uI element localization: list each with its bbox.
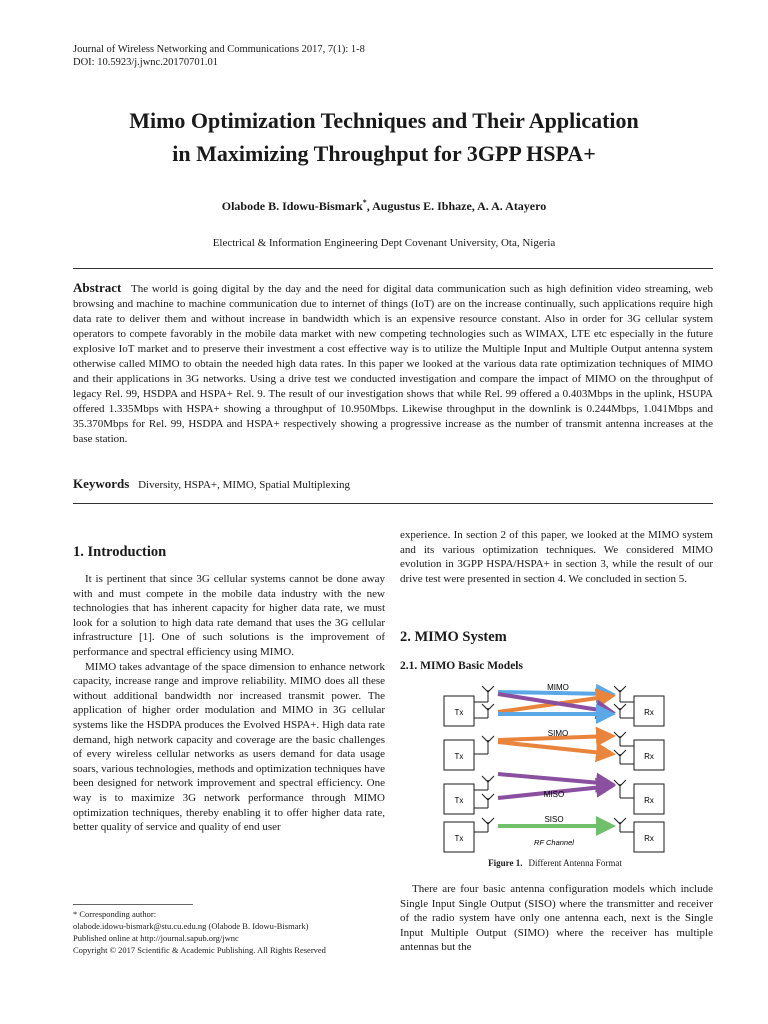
title-line-1: Mimo Optimization Techniques and Their Application xyxy=(129,108,639,133)
footnote-rule xyxy=(73,904,193,905)
miso-row xyxy=(444,774,664,814)
mimo-arrow-1 xyxy=(498,692,612,694)
affiliation: Electrical & Information Engineering Dept Covenant University, Ota, Nigeria xyxy=(212,237,556,249)
tx-antenna-2 xyxy=(474,704,494,718)
tx-antenna xyxy=(474,818,494,832)
rx-label: Rx xyxy=(644,708,654,717)
figure-caption xyxy=(400,858,710,868)
tx-antenna xyxy=(474,736,494,754)
siso-row xyxy=(444,815,664,852)
abstract-label: Abstract xyxy=(73,280,122,295)
footnote-published: Published online at http://journal.sapub.org/jwnc xyxy=(73,933,239,943)
tx-antenna-1 xyxy=(474,686,494,702)
subsection-2-1-heading: 2.1. MIMO Basic Models xyxy=(400,660,523,672)
rx-antenna-1 xyxy=(614,732,634,746)
section-2-heading: 2. MIMO System xyxy=(400,629,507,645)
intro-paragraph-1: It is pertinent that since 3G cellular systems cannot be done away with and must compete in the mobile data industry with the new technologies that has inherent capacity for higher data rate, we must look for a solution to high data rate demand that uses the 3G cellular infrastructure [1]. One of such solutions is the improvement of performance and spectral efficiency using MIMO. xyxy=(73,573,385,658)
abstract-text: The world is going digital by the day and the need for digital data communication such as high definition video streaming, web browsing and machine to machine communication due to internet of things (IoT) are on the increase continually, such applications require high data rate to deliver them and without increase in bandwidth which is an expensive resource constant. Also in order for 3G cellular system operators to compete favorably in the mobile data market with new competing technologies such as WIMAX, LTE etc especially in the future explosive IoT market and to preserve their investment a cost effective way is to utilize the Multiple Input and Multiple Output antenna system otherwise called MIMO to obtain the needed high data rates. In this paper we looked at the various data rate optimization techniques of MIMO and their applications in 3G networks. Using a drive test we conducted investigation and compare the impact of MIMO on the throughput of legacy Rel. 99, HSDPA and HSPA+ Rel. 9. The result of our investigation shows that while Rel. 99 offered a 0.403Mbps in the uplink, HSUPA offered 1.335Mbps with HSPA+ showing a throughput of 10.950Mbps. Likewise throughput in the downlink is 0.244Mbps, 1.041Mbps and 35.370Mbps for Rel. 99, HSDPA and HSPA+ respectively showing a progressive increase as the number of transmit antenna increases at the base station. xyxy=(73,283,713,445)
tx-label: Tx xyxy=(454,752,464,761)
paper-title xyxy=(60,104,708,170)
intro-paragraph-2: MIMO takes advantage of the space dimension to enhance network capacity, increase range and improve reliability. MIMO does all these without additional bandwidth nor increased transmit power. The application of higher order modulation and MIMO in 3G cellular systems like the HSDPA produces the Evolved HSPA+. High data rate demand, high network capacity and coverage are the basic challenges of every wireless cellular networks as users demand for data usage soars, various technologies, methods and optimization techniques have been designed for network improvement and spectral efficiency. One way is to maximize 3G network performance through MIMO optimization techniques, thereby enabling it to offer higher data rate, better quality of service and quality of end user xyxy=(73,660,385,834)
footnote-corresponding: * Corresponding author: xyxy=(73,909,157,919)
title-line-2: in Maximizing Throughput for 3GPP HSPA+ xyxy=(172,141,596,166)
abstract xyxy=(73,280,713,447)
left-column xyxy=(73,572,385,835)
miso-label: MISO xyxy=(543,790,565,799)
tx-label: Tx xyxy=(454,834,464,843)
tx-antenna-2 xyxy=(474,794,494,808)
tx-label: Tx xyxy=(454,708,464,717)
keywords-label: Keywords xyxy=(73,476,130,491)
simo-arrow-2 xyxy=(498,742,612,754)
journal-citation: Journal of Wireless Networking and Communications 2017, 7(1): 1-8 xyxy=(73,44,365,55)
rf-channel-label: RF Channel xyxy=(534,838,574,847)
keywords-text: Diversity, HSPA+, MIMO, Spatial Multiplexing xyxy=(138,479,351,491)
mimo-row xyxy=(444,684,664,726)
simo-row xyxy=(444,729,664,770)
authors xyxy=(60,198,708,214)
rx-antenna xyxy=(614,818,634,832)
footnotes xyxy=(73,908,373,956)
corresponding-mark: * xyxy=(362,198,367,207)
rx-antenna-2 xyxy=(614,750,634,764)
author-others: , Augustus E. Ibhaze, A. A. Atayero xyxy=(366,199,547,213)
tx-label: Tx xyxy=(454,796,464,805)
simo-label: SIMO xyxy=(547,729,569,738)
right-column-bottom xyxy=(400,882,713,955)
antenna-format-figure xyxy=(430,684,678,854)
figure-caption-text: Different Antenna Format xyxy=(528,858,622,868)
rx-antenna xyxy=(614,780,634,798)
intro-paragraph-3: experience. In section 2 of this paper, we looked at the MIMO system and its various optimization techniques. We considered MIMO evolution in 3GPP HSPA/HSPA+ in section 3, while the result of our drive test were presented in section 4. We concluded in section 5. xyxy=(400,529,713,585)
keywords xyxy=(73,476,350,492)
bottom-divider xyxy=(73,503,713,504)
footnote-email: olabode.idowu-bismark@stu.cu.edu.ng (Olabode B. Idowu-Bismark) xyxy=(73,921,309,931)
miso-arrow-1 xyxy=(498,774,612,784)
tx-antenna-1 xyxy=(474,776,494,790)
rx-label: Rx xyxy=(644,796,654,805)
rx-antenna-2 xyxy=(614,704,634,718)
figure-caption-label: Figure 1. xyxy=(488,858,523,868)
mimo-label: MIMO xyxy=(547,684,569,692)
section-2-paragraph-1: There are four basic antenna configuration models which include Single Input Single Output (SISO) where the transmitter and receiver of the radio system have only one antenna each, next is the Single Input Multiple Output (SIMO) where the receiver has multiple antennas but the xyxy=(400,883,713,954)
right-column-top xyxy=(400,528,713,586)
section-1-heading: 1. Introduction xyxy=(73,544,167,560)
rx-label: Rx xyxy=(644,752,654,761)
top-divider xyxy=(73,268,713,269)
siso-label: SISO xyxy=(544,815,564,824)
doi: DOI: 10.5923/j.jwnc.20170701.01 xyxy=(73,57,218,68)
rx-antenna-1 xyxy=(614,686,634,702)
author-primary: Olabode B. Idowu-Bismark xyxy=(221,199,363,213)
rx-label: Rx xyxy=(644,834,654,843)
footnote-copyright: Copyright © 2017 Scientific & Academic Publishing. All Rights Reserved xyxy=(73,945,326,955)
